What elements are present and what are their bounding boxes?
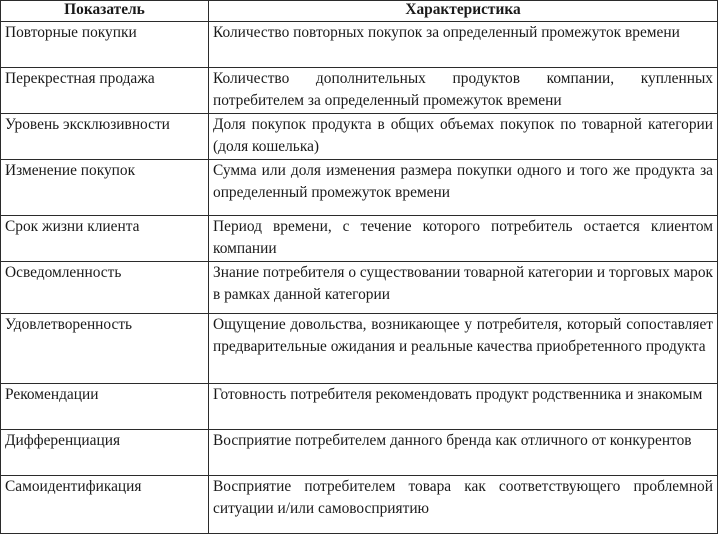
table-row [1,314,718,384]
indicator-description: Количество дополнительных продуктов компании, купленных потребителем за определенный промежуток времени [209,68,718,114]
indicator-name: Рекомендации [1,384,209,430]
table-row [1,68,718,114]
table-row [1,160,718,216]
indicator-name: Дифференциация [1,430,209,476]
indicator-description: Доля покупок продукта в общих объемах покупок по товарной категории (доля кошелька) [209,114,718,160]
indicator-name: Уровень эксклюзивности [1,114,209,160]
indicator-name: Изменение покупок [1,160,209,216]
indicator-description: Количество повторных покупок за определенный промежуток времени [209,22,718,68]
header-indicator: Показатель [1,1,209,22]
indicator-description: Период времени, с течение которого потребитель остается клиентом компании [209,216,718,262]
indicator-name: Перекрестная продажа [1,68,209,114]
table-row [1,476,718,534]
table-row [1,114,718,160]
indicator-description: Восприятие потребителем товара как соответствующего проблемной ситуации и/или самовосприятию [209,476,718,534]
table-row [1,430,718,476]
indicator-name: Осведомленность [1,262,209,314]
indicator-name: Удовлетворенность [1,314,209,384]
indicator-description: Восприятие потребителем данного бренда как отличного от конкурентов [209,430,718,476]
header-characteristic: Характеристика [209,1,718,22]
table-row [1,262,718,314]
table-row [1,22,718,68]
indicator-description: Знание потребителя о существовании товарной категории и торговых марок в рамках данной категории [209,262,718,314]
indicator-description: Готовность потребителя рекомендовать продукт родственника и знакомым [209,384,718,430]
table-row [1,384,718,430]
indicator-name: Самоидентификация [1,476,209,534]
indicator-description: Ощущение довольства, возникающее у потребителя, который сопоставляет предварительные ожидания и реальные качества приобретенного продукта [209,314,718,384]
table-header-row [1,1,718,22]
indicator-description: Сумма или доля изменения размера покупки одного и того же продукта за определенный промежуток времени [209,160,718,216]
table-row [1,216,718,262]
indicator-name: Срок жизни клиента [1,216,209,262]
indicator-name: Повторные покупки [1,22,209,68]
